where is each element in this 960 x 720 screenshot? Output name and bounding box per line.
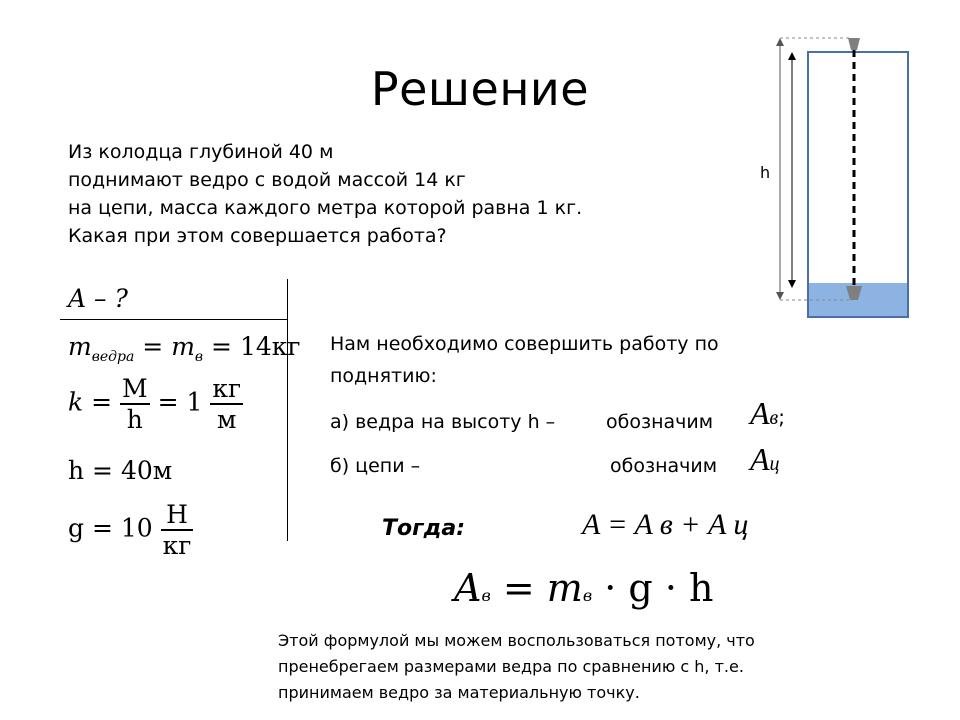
item-a-note-wrap [606,408,713,436]
given-k: k = $\frac{M}{h}$ = 1 $\frac{кг}{м}$ [68,374,242,434]
formula-eq: = [502,566,535,610]
explanation-intro-1: Нам необходимо совершить работу по [330,333,719,355]
item-a-end: ; [778,405,785,429]
then-label: Тогда: [382,516,466,541]
problem-line: поднимают ведро с водой массой 14 кг [68,169,466,191]
problem-line: Из колодца глубиной 40 м [68,141,334,163]
item-b-note: обозначим [610,455,718,477]
item-a-subscript: в [769,407,779,429]
footer-line: пренебрегаем размерами ведра по сравнению с h, т.е. [278,657,744,676]
given-divider-vertical [287,279,288,541]
k-symbol: k [68,387,84,417]
well-outline [808,52,908,317]
formula-A-sub: в [481,586,491,605]
mass-subscript-full: ведра [91,349,135,365]
item-a-symbol: A [750,395,770,431]
g-unit-numerator: H [166,500,188,529]
problem-statement [68,138,582,250]
k-value: 1 [186,387,203,417]
problem-line: на цепи, масса каждого метра которой равна 1 кг. [68,197,583,219]
item-b-symbol: A [750,441,770,477]
formula-m: m [546,566,583,610]
k-numerator: M [122,374,148,403]
item-b-symbol-wrap [750,440,780,478]
footer-line: Этой формулой мы можем воспользоваться потому, что [278,631,755,650]
explanation-item-b [330,452,420,480]
given-g [68,500,193,560]
work-formula [454,566,713,610]
given-divider-horizontal [60,319,287,320]
h-arrow-down-icon [788,280,796,288]
g-unit-denominator: кг [162,531,192,560]
item-b-label: б) цепи – [330,455,421,477]
k-unit-denominator: м [210,403,243,434]
given-h: h = 40м [68,456,173,485]
item-a-note: обозначим [606,411,714,433]
h-arrow-up-icon [788,52,796,60]
explanation-intro-2: поднятию: [330,365,437,387]
footer-line: принимаем ведро за материальную точку. [278,683,640,702]
item-b-note-wrap [610,452,717,480]
given-unknown: A – ? [68,284,128,313]
page-title: Решение [370,62,590,116]
bucket-top-icon [848,38,860,50]
given-mass: $m_{ведра} = m_в = 14кг$ [68,332,301,365]
mass-symbol-short: m [171,332,195,361]
h-label: h [760,163,771,182]
mass-subscript-short: в [194,349,204,365]
item-a-symbol-wrap [750,394,785,432]
problem-line: Какая при этом совершается работа? [68,225,447,247]
k-unit-numerator: кг [212,374,242,403]
outer-arrow-up-icon [776,38,784,46]
mass-value: 14кг [239,332,301,361]
formula-m-sub: в [582,586,593,605]
well-diagram [740,30,940,330]
explanation-item-a [330,408,555,436]
footer-note [278,628,755,706]
item-a-label: а) ведра на высоту h – [330,411,556,433]
formula-rest: · g · h [604,566,714,610]
formula-A: A [454,566,482,610]
k-denominator: h [120,403,150,434]
then-formula: A = A в + A ц [582,508,749,541]
outer-arrow-down-icon [776,292,784,300]
item-b-subscript: ц [769,453,780,475]
g-prefix: g = 10 [68,513,153,543]
mass-symbol: m [68,332,92,361]
